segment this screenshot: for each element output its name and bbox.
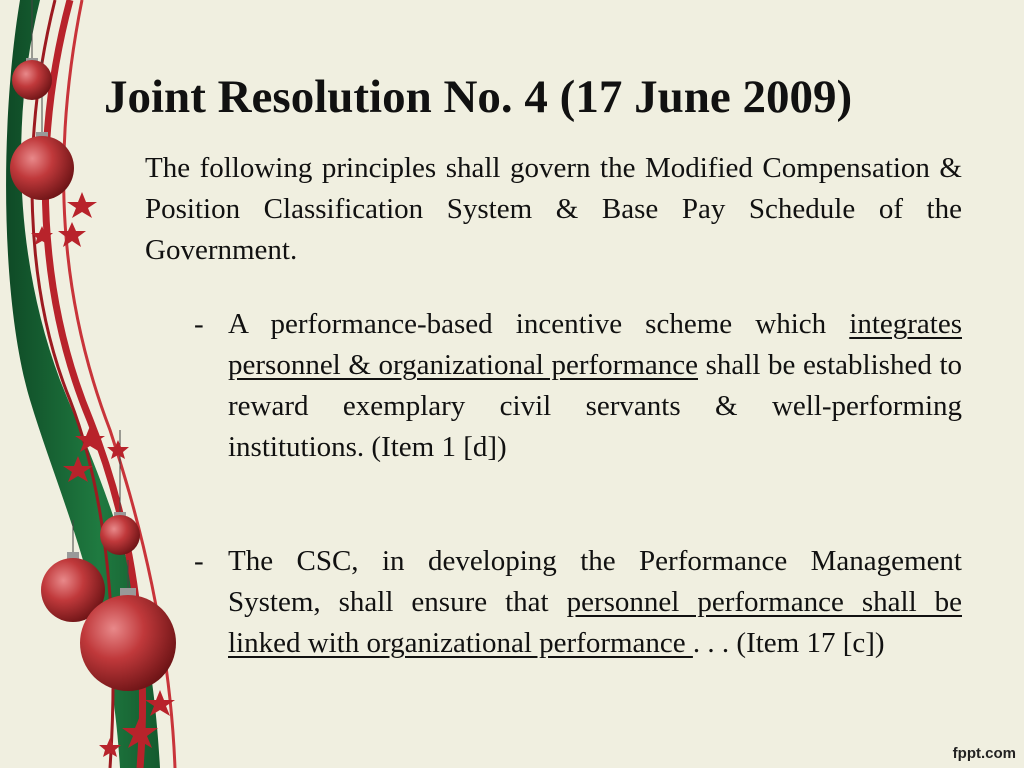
bullet-text-post: shall be established to reward exemplary civil servants & well-performing institutions. (Item 1 [d]) <box>228 349 962 463</box>
bullet-text-post: . . . (Item 17 [c]) <box>692 627 885 659</box>
bullet-dash: - <box>194 545 204 577</box>
bullet-dash: - <box>194 308 204 340</box>
bullet-text-underlined: personnel performance shall be linked with organizational performance <box>228 586 962 659</box>
intro-paragraph: The following principles shall govern the Modified Compensation & Position Classification System & Base Pay Schedule of the Government. <box>145 152 962 266</box>
bullet-text-pre: A performance-based incentive scheme which <box>228 308 850 340</box>
slide-title: Joint Resolution No. 4 (17 June 2009) <box>104 71 853 123</box>
bullet-text-underlined: integrates personnel & organizational performance <box>228 308 962 381</box>
bullet-text-pre: The CSC, in developing the Performance Management System, shall ensure that <box>228 545 962 618</box>
bullet-item-2 <box>194 541 962 664</box>
footer-watermark: fppt.com <box>952 745 1016 762</box>
bullet-item-1 <box>194 304 962 468</box>
